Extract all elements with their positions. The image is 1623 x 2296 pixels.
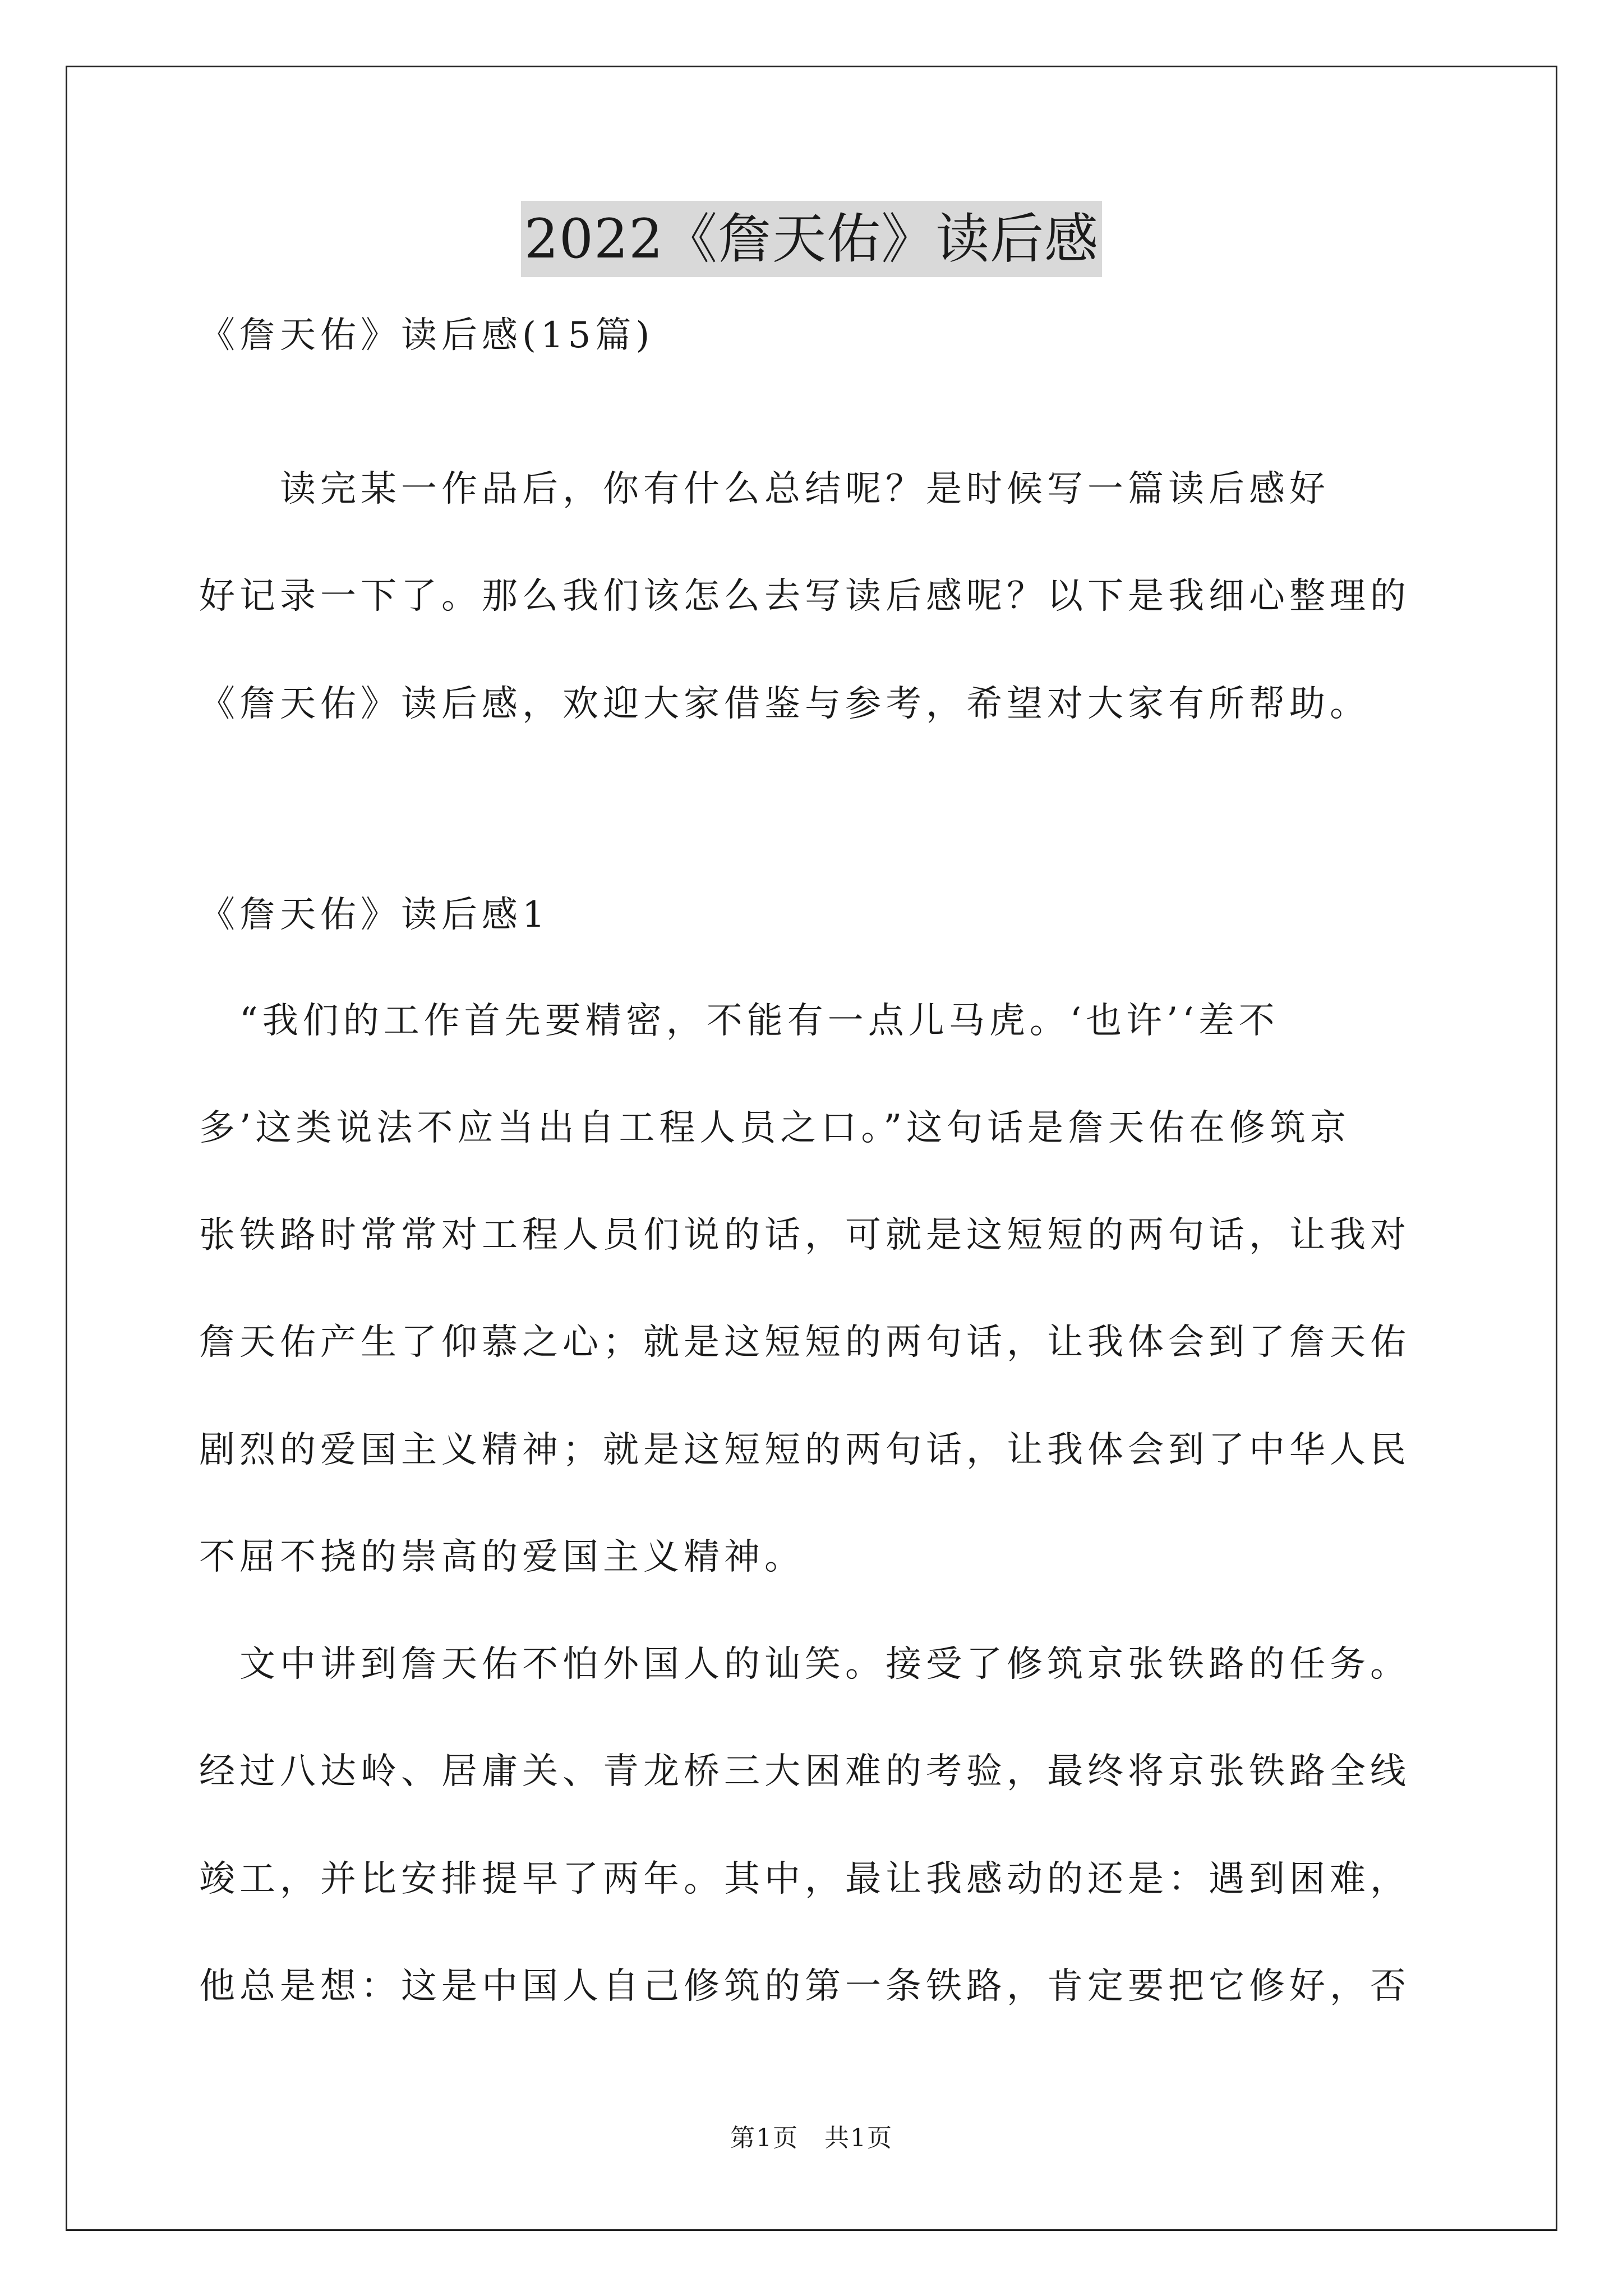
document-subtitle: 《詹天佑》读后感(15篇) [199,315,654,356]
paragraph1-line-6: 不屈不挠的崇高的爱国主义精神。 [199,1536,805,1578]
page-footer: 第1页 共1页 [730,2124,893,2152]
intro-line-2: 好记录一下了。那么我们该怎么去写读后感呢？以下是我细心整理的 [199,576,1410,617]
paragraph2-line-3: 竣工，并比安排提早了两年。其中，最让我感动的还是：遇到困难， [199,1858,1410,1900]
document-title: 2022《詹天佑》读后感 [521,201,1102,277]
intro-line-3: 《詹天佑》读后感，欢迎大家借鉴与参考，希望对大家有所帮助。 [199,683,1370,725]
paragraph1-line-2: 多’这类说法不应当出自工程人员之口。”这句话是詹天佑在修筑京 [199,1107,1351,1149]
paragraph2-line-2: 经过八达岭、居庸关、青龙桥三大困难的考验，最终将京张铁路全线 [199,1751,1410,1792]
section-heading: 《詹天佑》读后感1 [199,894,550,936]
paragraph1-line-1: “我们的工作首先要精密，不能有一点儿马虎。‘也许’‘差不 [199,1000,1279,1042]
paragraph1-line-5: 剧烈的爱国主义精神；就是这短短的两句话，让我体会到了中华人民 [199,1429,1410,1471]
intro-line-1: 读完某一作品后，你有什么总结呢？是时候写一篇读后感好 [199,468,1330,510]
title-container [0,201,1623,277]
paragraph1-line-3: 张铁路时常常对工程人员们说的话，可就是这短短的两句话，让我对 [199,1214,1410,1256]
paragraph2-line-1: 文中讲到詹天佑不怕外国人的讪笑。接受了修筑京张铁路的任务。 [199,1644,1410,1685]
paragraph1-line-4: 詹天佑产生了仰慕之心；就是这短短的两句话，让我体会到了詹天佑 [199,1322,1410,1363]
paragraph2-line-4: 他总是想：这是中国人自己修筑的第一条铁路，肯定要把它修好，否 [199,1966,1410,2007]
